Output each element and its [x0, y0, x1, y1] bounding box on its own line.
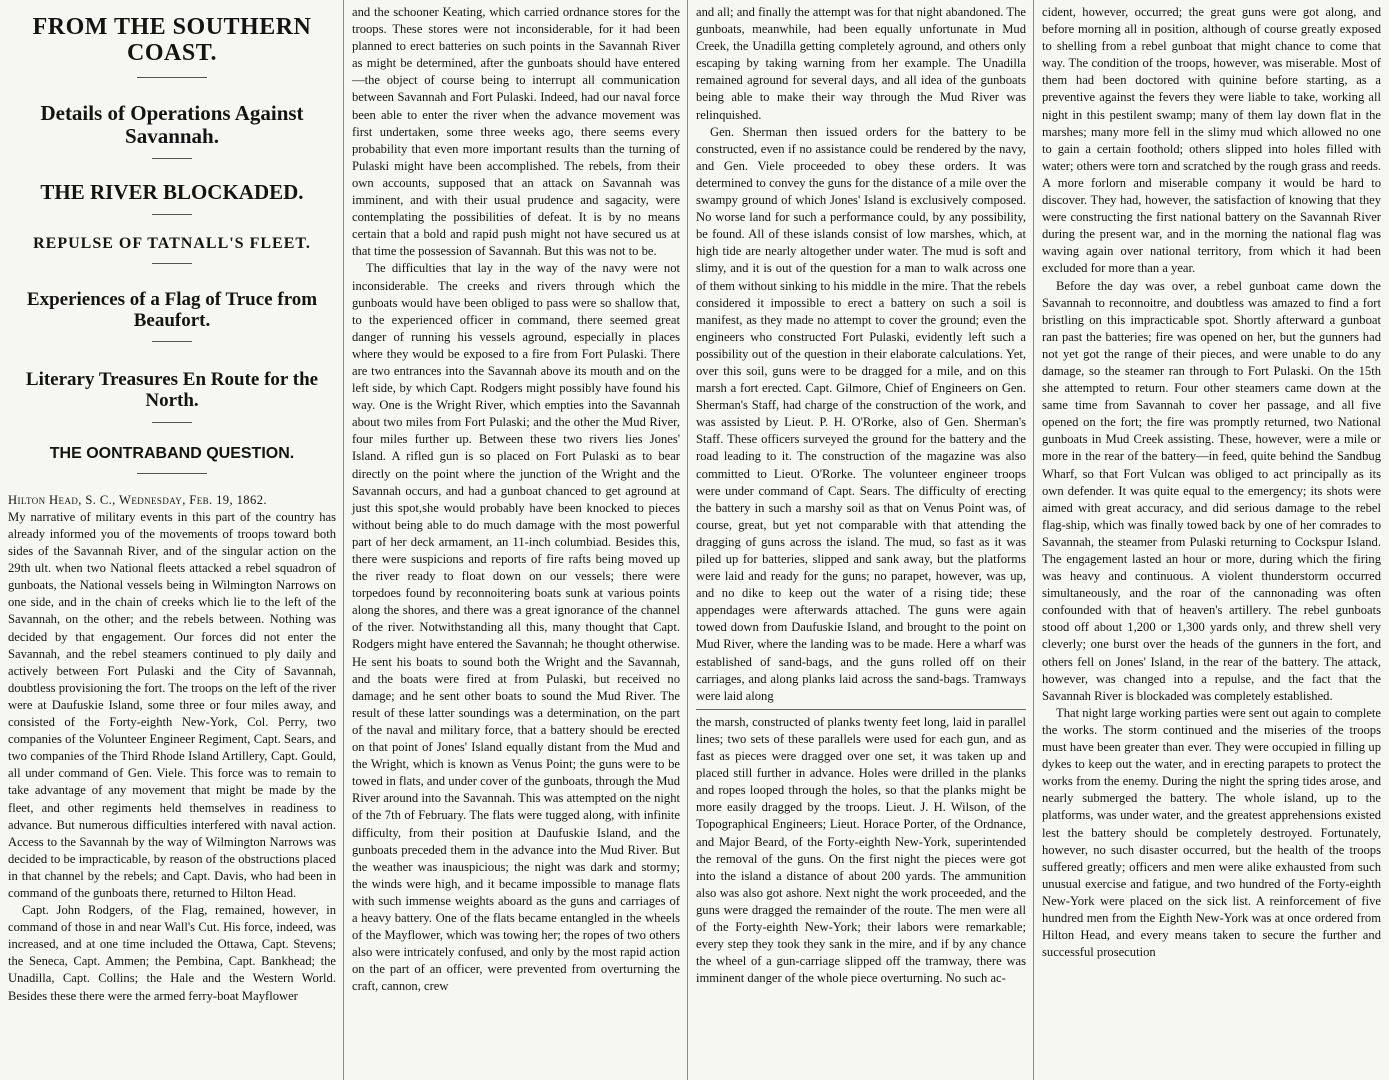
dateline-text: Hilton Head, S. C., Wednesday, Feb. 19, 1862.	[8, 492, 267, 507]
subheadline-contraband: THE OONTRABAND QUESTION.	[49, 445, 295, 463]
headline-separator	[152, 214, 192, 215]
subheadline-repulse: REPULSE OF TATNALL'S FLEET.	[33, 235, 311, 253]
article-paragraph: Before the day was over, a rebel gunboat came down the Savannah to reconnoitre, and doubtless was amazed to find a fort bristling on this impracticable spot. Shortly afterward a gunboat ran past the batteries; fire was opened on her, but the gunners had not yet got the range of their pieces, and were unable to do any damage, so the steamer ran through to Fort Pulaski. On the 15th she attempted to return. Four other steamers came down at the same time from Savannah to cover her passage, and all five opened on the fort; the fire was promptly returned, two National gunboats in Mud Creek assisting. These, however, were a mile or more in the rear of the battery—in feed, quite behind the Sandbug Wharf, so that Fort Vulcan was obliged to act principally as its own defender. It was quite equal to the emergency; its shots were aimed with great accuracy, and did serious damage to the rebel flag-ship, which was finally towed back by one of her comrades to Savannah, the steamer from Pulaski returning to Cockspur Island. The engagement lasted an hour or more, during which the firing was heavy and continuous. A violent thunderstorm occurred simultaneously, and the roar of the cannonading was often confounded with that of heaven's artillery. The rebel gunboats stood off about 1,200 or 1,300 yards only, and threw shell very cleverly; one burst over the heads of the gunners in the fort, and others fell on Jones' Island, in the rear of the battery. The attack, however, was changed into a repulse, and the fact that the Savannah River is blockaded was completely established.	[1042, 278, 1381, 703]
article-paragraph: the marsh, constructed of planks twenty feet long, laid in parallel lines; two sets of these parallels were used for each gun, and as fast as pieces were dragged over one set, it was taken up and placed still further in advance. Holes were drilled in the planks and ropes looped through the holes, so that the planks might be more easily dragged by the troops. Lieut. J. H. Wilson, of the Topographical Engineers; Lieut. Horace Porter, of the Ordnance, and Major Beard, of the Forty-eighth New-York, superintended the removal of the guns. On the first night the pieces were got into the island a distance of about 200 yards. The ammunition also was also got ashore. Next night the work proceeded, and the guns were dragged the remainder of the route. The men were all of the Forty-eighth New-York; their labors were remarkable; every step they took they sank in the mire, and if by any chance the wheel of a gun-carriage slipped off the tramway, there was imminent danger of the whole piece overturning. No such ac-	[696, 714, 1026, 986]
article-paragraph: Gen. Sherman then issued orders for the battery to be constructed, even if no assistance could be rendered by the navy, and Gen. Viele proceeded to obey these orders. It was determined to convey the guns for the distance of a mile over the swampy ground of which Jones' Island is exclusively composed. No worse land for such a performance could, by any possibility, be found. All of these islands consist of low marshes, which, at high tide are nearly altogether under water. The mud is soft and slimy, and it is out of the question for a man to walk across one of them without sinking to his middle in the mire. That the rebels considered it impossible to erect a battery on such a soil is manifest, as they made no attempt to cover the ground; even the engineers who constructed Fort Pulaski, evidently left such a possibility out of the question in their elaborate calculations. Yet, over this soil, guns were to be dragged for a mile, and on this marsh a fort erected. Capt. Gilmore, Chief of Engineers on Gen. Sherman's Staff, had charge of the construction of the work, and was assisted by Lieut. P. H. O'Rorke, also of Gen. Sherman's Staff. These officers surveyed the ground for the battery and the road leading to it. The construction of the magazine was also committed to Lieut. O'Rorke. The volunteer engineer troops were under command of Capt. Sears. The difficulty of erecting the battery in such a marshy soil as that on Venus Point was, of course, great, but yet not comparable with that attending the dragging of guns across the island. The mud, so fast as it was piled up for batteries, slipped and sank away, but the platforms were laid and ready for the guns; no parapet, however, was up, and no dike to keep out the water of a rising tide; these appendages were afterwards attached. The guns were again towed down from Daufuskie Island, and brought to the point on Mud River, where the landing was to be made. Here a wharf was established of sand-bags, and the guns rolled off on their carriages, and along planks laid across the sand-bags. Tramways were laid along	[696, 124, 1026, 703]
article-paragraph: and the schooner Keating, which carried ordnance stores for the troops. These stores were not inconsiderable, for it had been planned to erect batteries on such points in the Savannah River as might be determined, after the gunboats should have entered—the object of course being to interrupt all communication between Savannah and Fort Pulaski. Indeed, had our naval force been able to enter the river when the advance movement was first undertaken, some three weeks ago, there seems every probability that even more important results than the turning of Pulaski might have been accomplished. The rebels, from their own accounts, supposed that an attack on Savannah was imminent, and with their usual prudence and sagacity, were contemplating the possibilities of defeat. It is by no means certain that a bold and rapid push might not have secured us at that time the possession of Savannah. But this was not to be.	[352, 5, 680, 259]
subheadline-blockaded: THE RIVER BLOCKADED.	[40, 179, 304, 204]
main-headline: FROM THE SOUTHERN COAST.	[32, 14, 312, 67]
column-2	[344, 0, 688, 1080]
dateline	[8, 492, 336, 509]
headline-separator	[152, 422, 192, 423]
subheadline-details: Details of Operations Against Savannah.	[40, 100, 304, 148]
headline-separator	[152, 341, 192, 342]
headline-separator	[137, 473, 207, 474]
article-paragraph: That night large working parties were sent out again to complete the works. The storm continued and the miseries of the troops must have been greater than ever. They were occupied in filling up dykes to keep out the water, and in erecting parapets to protect the works from the enemy. During the night the spring tides arose, and nearly submerged the battery. The whole island, up to the platforms, was under water, and the greatest apprehensions existed lest the battery should be completely destroyed. Fortunately, however, no such disaster occurred, but the health of the troops suffered greatly; officers and men were alike exhausted from such unusual exercise and fatigue, and two hundred of the Forty-eighth New-York were placed on the sick list. A reinforcement of five hundred men from the Eighth New-York was at once ordered from Hilton Head, and every means taken to secure the further and successful prosecution	[1042, 705, 1382, 960]
column-3	[688, 0, 1034, 1080]
subheadline-flag-of-truce: Experiences of a Flag of Truce from Beaufort.	[26, 288, 318, 331]
section-divider	[696, 709, 1026, 710]
article-paragraph: Capt. John Rodgers, of the Flag, remained, however, in command of those in and near Wall's Cut. His force, indeed, was increased, and at one time included the Ottawa, Capt. Stevens; the Seneca, Capt. Ammen; the Pembina, Capt. Bankhead; the Unadilla, Capt. Collins; the Hale and the Western World. Besides these there were the armed ferry-boat Mayflower	[8, 903, 336, 1003]
headline-separator	[137, 77, 207, 78]
column-1	[0, 0, 344, 1080]
article-paragraph: The difficulties that lay in the way of the navy were not inconsiderable. The creeks and rivers through which the gunboats would have been obliged to pass were so shallow that, to the experienced officer in command, there seemed great danger of running his vessels aground, especially in places where they would be exposed to a fire from Fort Pulaski. There are two entrances into the Savannah above its mouth and on the left side, by which Capt. Rodgers might possibly have found his way. One is the Wright River, which empties into the Savannah about two miles from Fort Pulaski; and the other the Mud River, four miles further up. Between these two rivers lies Jones' Island. A rifled gun is so placed on Fort Pulaski as to bear directly on the point where the junction of the Wright and the Savannah occurs, and had a gunboat chanced to get aground at just this spot,she would probably have been knocked to pieces without being able to do much damage with the most powerful part of her deck armament, an 11-inch columbiad. Besides this, there were suspicions and reports of fire rafts being moved up the river ready to float down on our vessels; there were torpedoes found by reconnoitering boats sunk at various points along the shores, and there was a great ignorance of the channel of the river. Notwithstanding all this, many thought that Capt. Rodgers might have entered the Savannah; he thought otherwise. He sent his boats to sound both the Wright and the Savannah, and the boats were fired at from Pulaski, but received no damage; and he sent other boats to sound the Mud River. The result of these latter soundings was a determination, on the part of the naval and military force, that a battery should be erected on that point of Jones' Island equally distant from the Mud and the Wright, which is known as Venus Point; the guns were to be towed in flats, and under cover of the gunboats, through the Mud River around into the Savannah. This was attempted on the night of the 7th of February. The flats were tugged along, with infinite difficulty, from their position at Daufuskie Island, and the gunboats preceded them in the advance into the Mud River. But the weather was inauspicious; the night was dark and stormy; the winds were high, and it became impossible to manage flats with such immense weights aboard as the guns and carriages of a heavy battery. One of the flats became entangled in the wheels of the Mayflower, which was towing her; the ropes of two others also were intricately confused, and only by the most rapid action on the part of an officer, were prevented from overturning the craft, cannon, crew	[352, 261, 680, 994]
headline-separator	[152, 158, 192, 159]
article-paragraph: cident, however, occurred; the great guns were got along, and before morning all in position, although of course greatly exposed to shelling from a rebel gunboat that might chance to come that way. The condition of the troops, however, was miserable. Most of them had been doctored with quinine before starting, as a preventive against the fevers they were liable to take, working all night in this pestilent swamp; many of them lay down flat in the marshes; many more fell in the slimy mud which allowed no one to gain a certain foothold; others slipped into holes filled with water; others were torn and scratched by the rough grass and reeds. A more forlorn and miserable company it would be hard to discover. They had, however, the satisfaction of knowing that they were constructing the first national battery on the Savannah River during the present war, and in the morning the national flag was waving again over national territory, from which it had been excluded for more than a year.	[1042, 5, 1381, 276]
subheadline-literary: Literary Treasures En Route for the North.	[25, 369, 319, 412]
headline-separator	[152, 263, 192, 264]
article-paragraph: and all; and finally the attempt was for that night abandoned. The gunboats, meanwhile, had been equally unfortunate in Mud Creek, the Unadilla getting completely aground, and others only escaping by taking warning from her example. The Unadilla remained aground for several days, and all idea of the gunboats being able to make their way through the Mud River was relinquished.	[696, 5, 1026, 122]
article-paragraph: My narrative of military events in this part of the country has already informed you of the movements of troops toward both sides of the Savannah River, and of the singular action on the 29th ult. when two National fleets attacked a rebel squadron of gunboats, the National vessels being in Wilmington Narrows on one side, and in the chain of creeks which lie to the left of the Savannah, on the other; and the rebels between. Nothing was decided by that engagement. Our forces did not enter the Savannah, and the rebel steamers continued to ply daily and actively between Fort Pulaski and the City of Savannah, doubtless provisioning the fort. The troops on the left of the river were at Daufuskie Island, some three or four miles away, and consisted of the Forty-eighth New-York, Col. Perry, two companies of the Volunteer Engineer Regiment, Capt. Sears, and two companies of the Third Rhode Island Artillery, Capt. Gould, all under command of Gen. Viele. This force was to remain to take advantage of any movement that might be made by the fleet, and other regiments held themselves in readiness to advance. But numerous difficulties interfered with naval action. Access to the Savannah by the way of Wilmington Narrows was decided to be impracticable, by reason of the obstructions placed in that channel by the rebels; and Capt. Davis, who had been in command of the gunboats there, returned to Hilton Head.	[8, 509, 336, 900]
column-4	[1034, 0, 1389, 1080]
